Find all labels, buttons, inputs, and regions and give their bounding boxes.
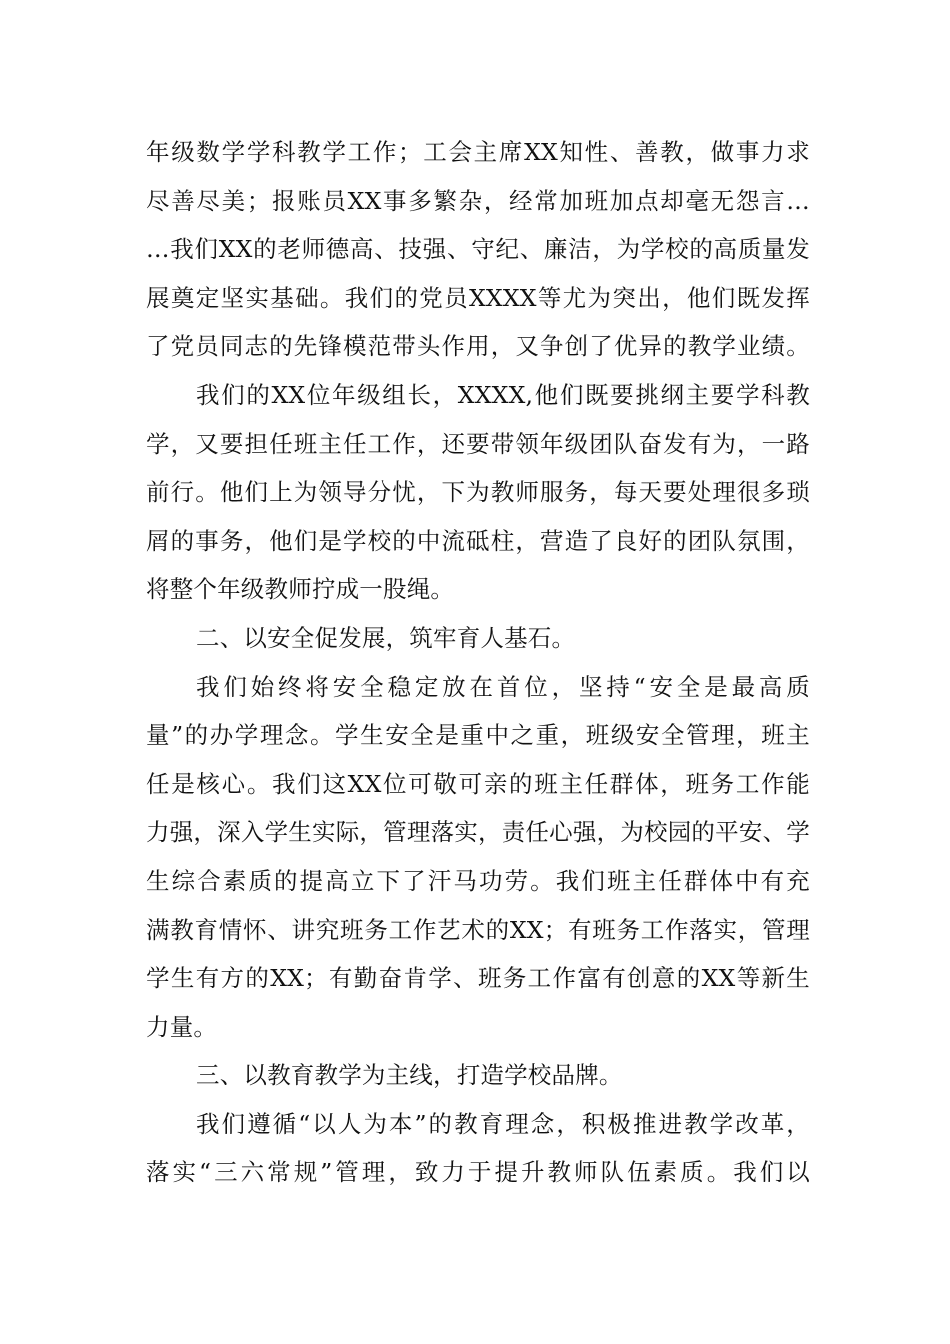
text-line: 学，又要担任班主任工作，还要带领年级团队奋发有为，一路	[146, 429, 810, 458]
text-line: 将整个年级教师拧成一股绳。	[146, 575, 455, 604]
text-line: 满教育情怀、讲究班务工作艺术的XX；有班务工作落实，管理	[146, 915, 810, 944]
paragraph-first-line: 我们始终将安全稳定放在首位，坚持“安全是最高质	[196, 672, 810, 701]
text-line: 展奠定坚实基础。我们的党员XXXX等尤为突出，他们既发挥	[146, 283, 810, 312]
text-line: 落实“三六常规”管理，致力于提升教师队伍素质。我们以	[146, 1158, 810, 1187]
text-line: 力强，深入学生实际，管理落实，责任心强，为校园的平安、学	[146, 818, 810, 847]
text-line: 生综合素质的提高立下了汗马功劳。我们班主任群体中有充	[146, 866, 810, 895]
paragraph-first-line: 我们遵循“以人为本”的教育理念，积极推进教学改革，	[196, 1109, 810, 1138]
text-line: …我们XX的老师德高、技强、守纪、廉洁，为学校的高质量发	[146, 235, 810, 264]
paragraph-first-line: 我们的XX位年级组长，XXXX,他们既要挑纲主要学科教	[196, 380, 810, 409]
text-line: 年级数学学科教学工作；工会主席XX知性、善教，做事力求	[146, 138, 810, 166]
text-line: 学生有方的XX；有勤奋肯学、班务工作富有创意的XX等新生	[146, 964, 810, 993]
text-line: 尽善尽美；报账员XX事多繁杂，经常加班加点却毫无怨言…	[146, 186, 810, 215]
text-line: 前行。他们上为领导分忧，下为教师服务，每天要处理很多琐	[146, 478, 810, 507]
text-line: 量”的办学理念。学生安全是重中之重，班级安全管理，班主	[146, 721, 810, 750]
text-line: 力量。	[146, 1012, 218, 1041]
document-body	[146, 128, 810, 1197]
text-line: 任是核心。我们这XX位可敬可亲的班主任群体，班务工作能	[146, 769, 810, 798]
section-heading: 二、以安全促发展，筑牢育人基石。	[196, 623, 576, 652]
text-line: 屑的事务，他们是学校的中流砥柱，营造了良好的团队氛围，	[146, 526, 810, 555]
text-line: 了党员同志的先锋模范带头作用，又争创了优异的教学业绩。	[146, 332, 810, 361]
section-heading: 三、以教育教学为主线，打造学校品牌。	[196, 1061, 623, 1090]
